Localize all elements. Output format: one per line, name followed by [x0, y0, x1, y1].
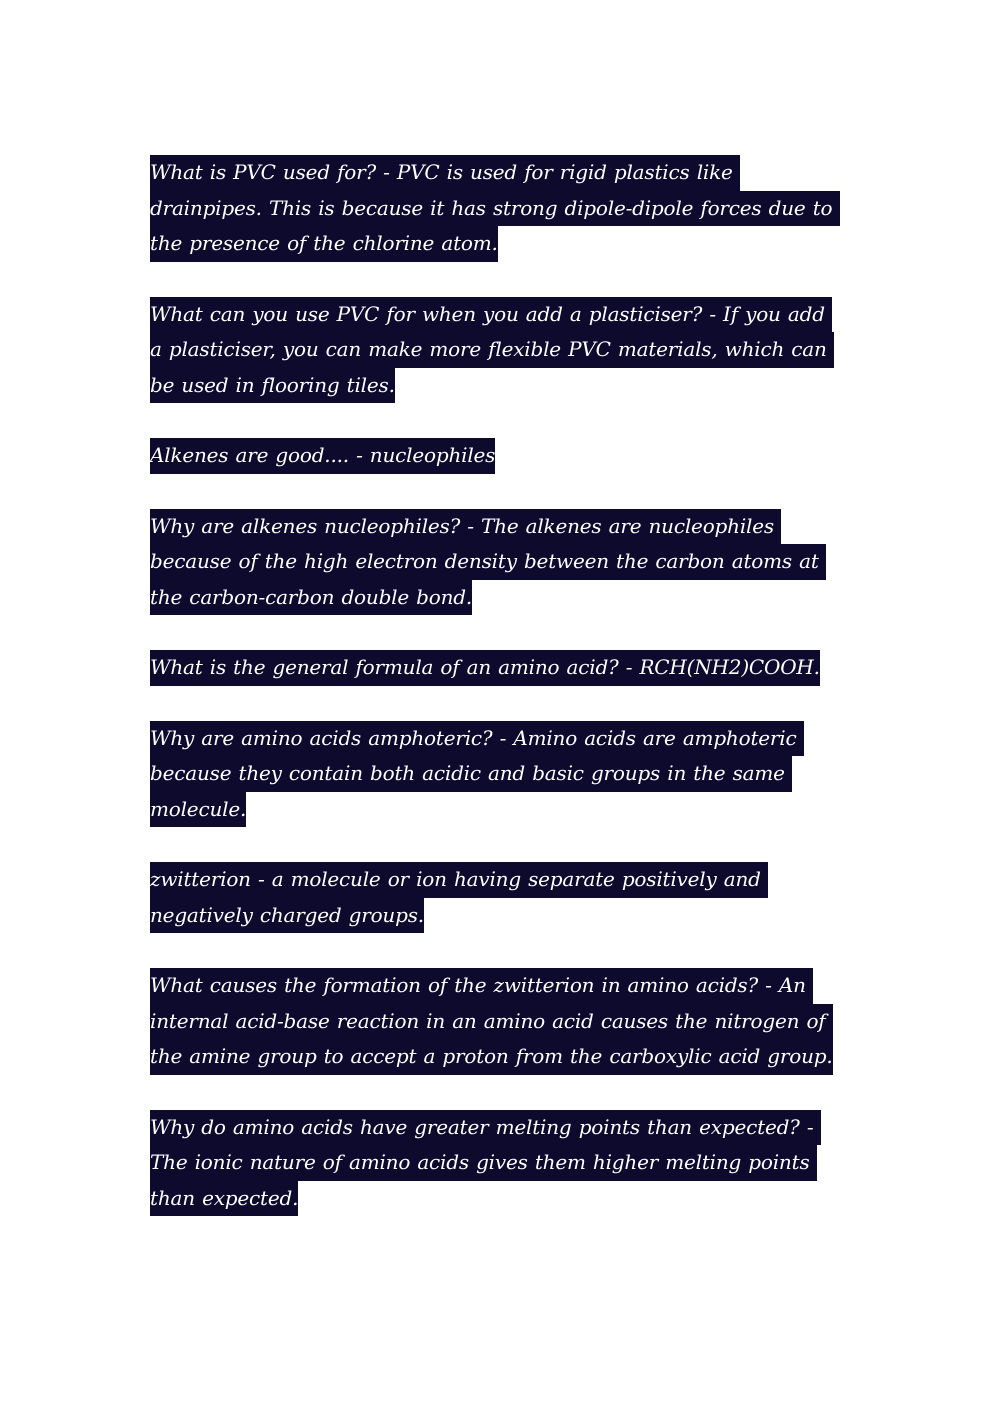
text-line: What is PVC used for? - PVC is used for rigid plastics like: [150, 155, 740, 191]
flashcard-amino-acid-formula: [150, 650, 850, 686]
text-line: Alkenes are good.... - nucleophiles: [150, 438, 495, 474]
text-line: the carbon-carbon double bond.: [150, 580, 472, 616]
text-line: be used in flooring tiles.: [150, 368, 395, 404]
text-line: What can you use PVC for when you add a plasticiser? - If you add: [150, 297, 832, 333]
text-line: because they contain both acidic and basic groups in the same: [150, 756, 792, 792]
text-line: What is the general formula of an amino acid? - RCH(NH2)COOH.: [150, 650, 820, 686]
text-line: because of the high electron density between the carbon atoms at: [150, 544, 826, 580]
text-line: drainpipes. This is because it has strong dipole-dipole forces due to: [150, 191, 840, 227]
flashcard-alkenes-good: [150, 438, 850, 474]
text-line: the amine group to accept a proton from the carboxylic acid group.: [150, 1039, 833, 1075]
text-line: The ionic nature of amino acids gives them higher melting points: [150, 1145, 817, 1181]
text-line: Why do amino acids have greater melting points than expected? -: [150, 1110, 821, 1146]
text-line: What causes the formation of the zwitterion in amino acids? - An: [150, 968, 813, 1004]
text-line: molecule.: [150, 792, 246, 828]
flashcard-pvc-plasticiser: [150, 297, 850, 404]
flashcard-zwitterion: [150, 862, 850, 933]
flashcard-pvc-uses: [150, 155, 850, 262]
flashcard-zwitterion-formation: [150, 968, 850, 1075]
text-line: internal acid-base reaction in an amino acid causes the nitrogen of: [150, 1004, 833, 1040]
flashcard-amphoteric: [150, 721, 850, 828]
flashcard-alkenes-nucleophiles: [150, 509, 850, 616]
text-line: zwitterion - a molecule or ion having separate positively and: [150, 862, 768, 898]
text-line: Why are alkenes nucleophiles? - The alkenes are nucleophiles: [150, 509, 781, 545]
text-line: negatively charged groups.: [150, 898, 424, 934]
text-line: than expected.: [150, 1181, 298, 1217]
text-line: the presence of the chlorine atom.: [150, 226, 498, 262]
document-page: [150, 155, 850, 1251]
text-line: a plasticiser, you can make more flexible PVC materials, which can: [150, 332, 834, 368]
text-line: Why are amino acids amphoteric? - Amino acids are amphoteric: [150, 721, 804, 757]
flashcard-melting-points: [150, 1110, 850, 1217]
